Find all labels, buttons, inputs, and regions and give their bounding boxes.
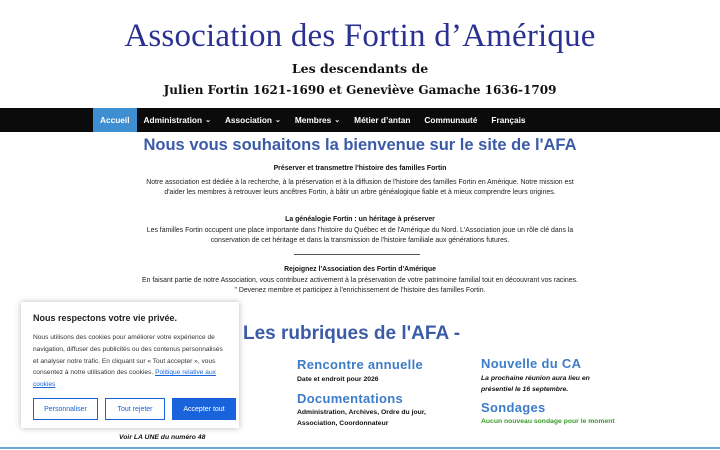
chevron-down-icon: ⌄ [205, 117, 211, 124]
nav-item-membres[interactable] [288, 108, 347, 132]
section-divider [294, 254, 420, 255]
genealogy-section [140, 215, 580, 247]
welcome-heading: Nous vous souhaitons la bienvenue sur le site de l'AFA [143, 136, 577, 154]
genealogy-title: La généalogie Fortin : un héritage à préserver [285, 216, 435, 223]
nav-label: Métier d’antan [354, 115, 411, 125]
bottom-divider [0, 447, 720, 449]
join-section [140, 265, 580, 297]
cookie-consent-dialog [21, 302, 239, 428]
accept-all-button[interactable]: Accepter tout [172, 398, 236, 420]
cookie-description [33, 332, 227, 391]
join-title: Rejoignez l'Association des Fortin d'Amérique [284, 266, 436, 273]
nav-label: Accueil [100, 115, 130, 125]
sondages-text: Aucun nouveau sondage pour le moment [481, 418, 615, 425]
nav-item-communaute[interactable] [417, 108, 484, 132]
nav-label: Membres [294, 115, 332, 125]
mission-title: Préserver et transmettre l'histoire des familles Fortin [273, 165, 447, 172]
cookie-text: Nous utilisons des cookies pour améliorer votre expérience de navigation, diffuser des publicités ou des contenus personnalisés et analyser notre trafic. En cliquant sur « Tout accepter », vous consentez à notre utilisation des cookies. [33, 334, 223, 377]
nav-item-metier[interactable] [347, 108, 417, 132]
nav-label: Communauté [424, 115, 478, 125]
cookie-buttons [33, 398, 236, 420]
mission-section [140, 164, 580, 199]
site-subtitle-ancestors: Julien Fortin 1621-1690 et Geneviève Gamache 1636-1709 [163, 83, 557, 97]
nav-item-administration[interactable] [137, 108, 218, 132]
cookie-policy-link[interactable]: Politique relative aux cookies [33, 369, 216, 389]
nav-label: Association [224, 115, 272, 125]
rubriques-heading: Les rubriques de l'AFA - [243, 323, 461, 344]
documentations-text: Administration, Archives, Ordre du jour, Association, Coordonnateur [297, 409, 426, 427]
cookie-title: Nous respectons votre vie privée. [33, 313, 178, 323]
rencontre-text: Date et endroit pour 2026 [297, 376, 379, 383]
nav-item-association[interactable] [218, 108, 288, 132]
site-title: Association des Fortin d’Amérique [124, 18, 596, 54]
chevron-down-icon: ⌄ [334, 117, 341, 124]
ca-news-link[interactable]: Nouvelle du CA [481, 356, 582, 371]
site-subtitle: Les descendants de [291, 61, 429, 76]
nav-label: Administration [143, 115, 203, 125]
chevron-down-icon: ⌄ [274, 117, 281, 124]
join-text: En faisant partie de notre Association, vous contribuez activement à la préservation de votre patrimoine familial tout en découvrant vos racines. [142, 276, 578, 284]
join-text-2: " Devenez membre et participez à l'enrichissement de l'histoire des familles Fortin. [234, 287, 486, 294]
mission-text: Notre association est dédiée à la recherche, à la préservation et à la diffusion de l'histoire des familles Fortin en Amérique. Notre mission est d'aider les membres à retrouver leurs ancêtres Fortin, à bâtir un arbre généalogique fiable et à mieux comprendre leurs origines. [146, 178, 574, 196]
nav-label: Français [491, 115, 526, 125]
sondages-link[interactable]: Sondages [481, 400, 546, 415]
ca-news-text: La prochaine réunion aura lieu en présentiel le 16 septembre. [481, 375, 590, 393]
documentations-link[interactable]: Documentations [297, 391, 404, 406]
nav-item-accueil[interactable] [93, 108, 137, 132]
main-navigation [0, 108, 720, 132]
customize-button[interactable]: Personnaliser [33, 398, 98, 420]
genealogy-text: Les familles Fortin occupent une place importante dans l'histoire du Québec et de l'Amérique du Nord. L'Association joue un rôle clé dans la conservation de cet héritage et dans la transmission de l'histoire familiale aux générations futures. [146, 226, 574, 244]
reject-all-button[interactable]: Tout rejeter [105, 398, 165, 420]
rencontre-link[interactable]: Rencontre annuelle [297, 357, 424, 372]
nav-item-language[interactable] [484, 108, 532, 132]
une-link[interactable]: Voir LA UNE du numéro 48 [119, 434, 206, 441]
